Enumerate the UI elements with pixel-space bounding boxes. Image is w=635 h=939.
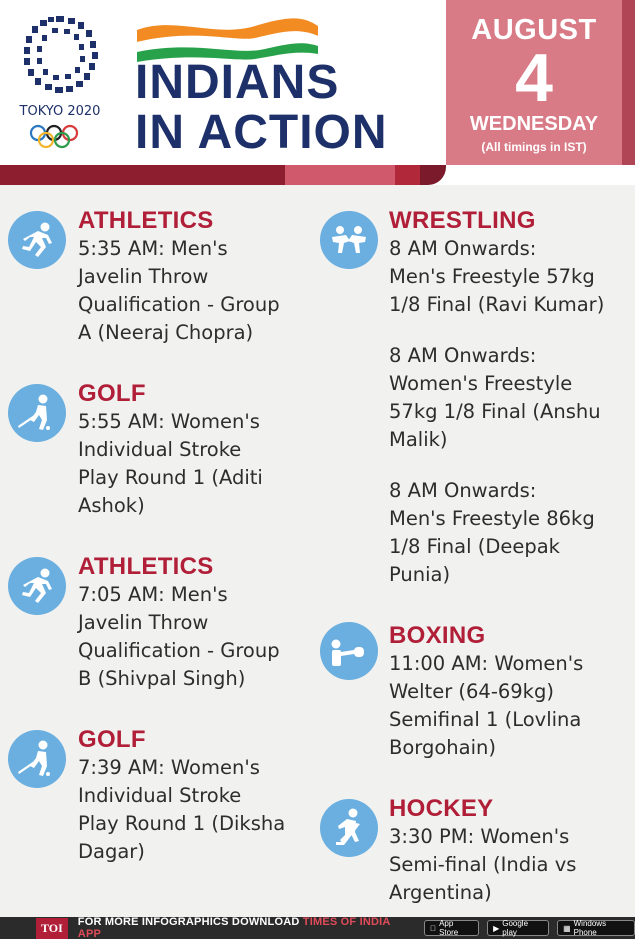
event-line: 5:55 AM: Women's xyxy=(78,410,260,433)
date-box-shadow xyxy=(622,0,635,165)
sport-name: WRESTLING xyxy=(389,207,536,234)
event-line: Play Round 1 (Diksha xyxy=(78,812,286,835)
sport-name: GOLF xyxy=(78,380,146,407)
event-line: 8 AM Onwards: xyxy=(389,237,537,260)
hockey-icon xyxy=(320,799,378,857)
event-line: Semifinal 1 (Lovlina xyxy=(389,708,582,731)
event-line: Semi-final (India vs xyxy=(389,853,577,876)
event-line: Play Round 1 (Aditi xyxy=(78,466,263,489)
golf-icon xyxy=(8,730,66,788)
event-line: Individual Stroke xyxy=(78,784,242,807)
sport-name: HOCKEY xyxy=(389,795,494,822)
sport-name: BOXING xyxy=(389,622,486,649)
event-line: 11:00 AM: Women's xyxy=(389,652,584,675)
store-label: App Store xyxy=(437,919,457,937)
event-line: Women's Freestyle xyxy=(389,372,573,395)
event-line: 1/8 Final (Ravi Kumar) xyxy=(389,293,605,316)
footer xyxy=(0,917,635,939)
event-line: Javelin Throw xyxy=(78,265,209,288)
event-line: Javelin Throw xyxy=(78,611,209,634)
footer-text xyxy=(78,916,404,939)
event-line: Borgohain) xyxy=(389,736,496,759)
sport-name: GOLF xyxy=(78,726,146,753)
event-line: Men's Freestyle 57kg xyxy=(389,265,595,288)
app-store-badge[interactable] xyxy=(424,920,479,936)
sport-name: ATHLETICS xyxy=(78,553,214,580)
apple-icon xyxy=(430,924,436,933)
header-band xyxy=(285,165,395,185)
wrestling-icon xyxy=(320,211,378,269)
event-line: 7:39 AM: Women's xyxy=(78,756,260,779)
date-box xyxy=(446,0,622,165)
windows-icon: ▦ xyxy=(562,923,570,933)
event-line: Ashok) xyxy=(78,494,145,517)
header-band xyxy=(0,165,285,185)
event-line: 57kg 1/8 Final (Anshu xyxy=(389,400,601,423)
athletics-icon xyxy=(8,211,66,269)
golf-icon xyxy=(8,384,66,442)
event-line: 8 AM Onwards: xyxy=(389,344,537,367)
header xyxy=(0,0,635,185)
google-play-badge[interactable] xyxy=(487,920,549,936)
event-line: Argentina) xyxy=(389,881,492,904)
store-label: Google play xyxy=(500,919,527,937)
event-line: A (Neeraj Chopra) xyxy=(78,321,254,344)
event-line: Individual Stroke xyxy=(78,438,242,461)
event-line: 1/8 Final (Deepak xyxy=(389,535,560,558)
event-line: 7:05 AM: Men's xyxy=(78,583,228,606)
event-line: Qualification - Group xyxy=(78,639,280,662)
event-line: 5:35 AM: Men's xyxy=(78,237,228,260)
event-line: Dagar) xyxy=(78,840,145,863)
store-label: Windows Phone xyxy=(572,919,606,937)
title-line-1: INDIANS xyxy=(135,56,340,109)
footer-app-link[interactable]: TIMES OF INDIA APP xyxy=(77,916,391,939)
title-line-2: IN ACTION xyxy=(135,106,388,159)
sport-name: ATHLETICS xyxy=(78,207,214,234)
windows-phone-badge[interactable] xyxy=(557,920,635,936)
timezone-note: (All timings in IST) xyxy=(481,140,587,154)
date-day: 4 xyxy=(515,40,553,116)
footer-text-prefix: FOR MORE INFOGRAPHICS DOWNLOAD xyxy=(77,916,303,928)
event-line: 8 AM Onwards: xyxy=(389,479,537,502)
play-icon: ▶ xyxy=(491,923,498,933)
logo-text: TOKYO 2020 xyxy=(19,104,101,119)
event-line: Punia) xyxy=(389,563,451,586)
tokyo-2020-logo xyxy=(12,12,112,152)
event-line: B (Shivpal Singh) xyxy=(78,667,246,690)
date-weekday: WEDNESDAY xyxy=(469,113,599,135)
event-line: Malik) xyxy=(389,428,448,451)
boxing-icon xyxy=(320,622,378,680)
athletics-icon xyxy=(8,557,66,615)
header-band xyxy=(395,165,420,185)
event-line: Welter (64-69kg) xyxy=(389,680,554,703)
date-month: AUGUST xyxy=(471,14,597,46)
toi-logo[interactable]: TOI xyxy=(36,918,68,939)
page-title xyxy=(135,58,388,158)
event-line: 3:30 PM: Women's xyxy=(389,825,570,848)
event-line: Qualification - Group xyxy=(78,293,280,316)
event-line: Men's Freestyle 86kg xyxy=(389,507,595,530)
